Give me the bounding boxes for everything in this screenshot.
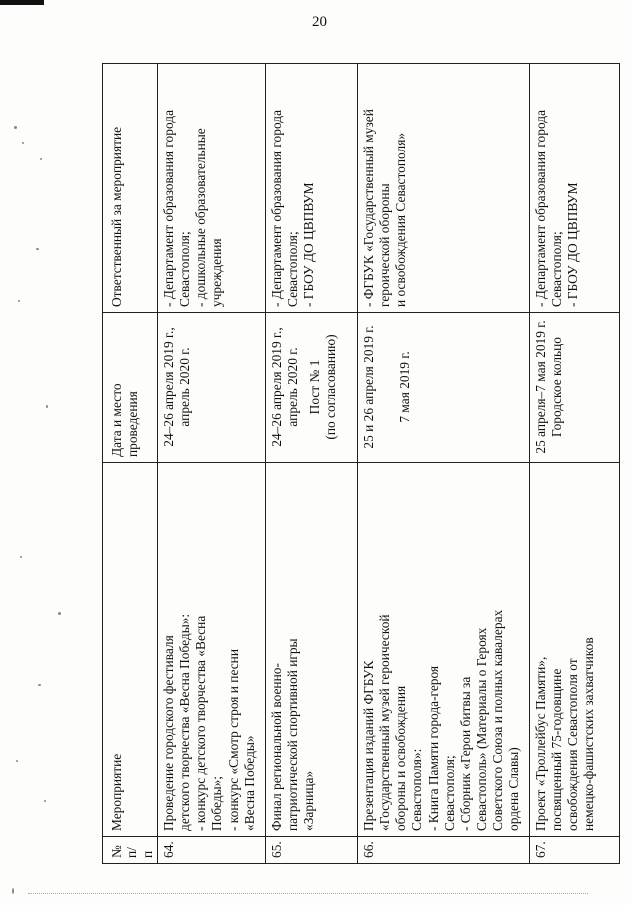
events-table bbox=[102, 63, 620, 864]
event-line: - Книга Памяти города-героя bbox=[425, 665, 441, 831]
responsible-cell bbox=[266, 64, 358, 313]
event-line: патриотической спортивной игры bbox=[285, 638, 301, 831]
date-line: 25 и 26 апреля 2019 г. bbox=[361, 325, 377, 449]
row-number: 65. bbox=[266, 837, 358, 864]
date-cell bbox=[358, 313, 530, 463]
responsible-line: - Департамент образования города bbox=[533, 109, 549, 307]
date-cell bbox=[530, 313, 620, 463]
responsible-line: учреждения bbox=[209, 238, 225, 307]
event-line: - Сборник «Герои битвы за bbox=[457, 676, 473, 831]
event-cell bbox=[530, 463, 620, 837]
date-line: апрель 2020 г. bbox=[285, 347, 301, 427]
header-number bbox=[103, 837, 158, 864]
header-number-line: п/п bbox=[124, 847, 155, 858]
row-number: 66. bbox=[358, 837, 530, 864]
responsible-line: Севастополя; bbox=[285, 231, 301, 307]
responsible-line: - дошкольные образовательные bbox=[193, 128, 209, 307]
event-line: «Государственный музей героической bbox=[377, 614, 393, 831]
event-line: - конкурс детского творчества «Весна bbox=[193, 615, 209, 831]
row-number: 64. bbox=[158, 837, 266, 864]
events-table-rotated bbox=[102, 64, 610, 864]
responsible-cell bbox=[530, 64, 620, 313]
event-line: Финал региональной военно- bbox=[269, 663, 285, 831]
table-row bbox=[266, 64, 358, 864]
event-line: Проект «Троллейбус Памяти», bbox=[533, 656, 549, 831]
event-cell bbox=[358, 463, 530, 837]
event-line: ордена Славы) bbox=[505, 747, 521, 831]
event-cell bbox=[266, 463, 358, 837]
scan-edge-line bbox=[28, 893, 588, 895]
event-line: Севастополя; bbox=[441, 755, 457, 831]
event-line: освобождения Севастополя от bbox=[565, 658, 581, 831]
event-line: немецко-фашистских захватчиков bbox=[581, 637, 597, 831]
date-cell bbox=[158, 313, 266, 463]
date-line: 24–26 апреля 2019 г., bbox=[161, 327, 177, 447]
event-line: Севастополя»: bbox=[409, 748, 425, 831]
event-line: посвященный 75-годовщине bbox=[549, 668, 565, 831]
event-line: - конкурс «Смотр строя и песни bbox=[225, 648, 241, 831]
responsible-line: и освобождения Севастополя» bbox=[393, 132, 409, 307]
table-row bbox=[158, 64, 266, 864]
header-number-line: № bbox=[109, 845, 124, 858]
table-row bbox=[358, 64, 530, 864]
event-line: «Весна Победы» bbox=[241, 735, 257, 831]
responsible-line: героической обороны bbox=[377, 183, 393, 307]
date-line: 7 мая 2019 г. bbox=[397, 351, 413, 423]
table-header-row bbox=[103, 64, 158, 864]
event-line: Проведение городского фестиваля bbox=[161, 635, 177, 831]
date-line: 24–26 апреля 2019 г., bbox=[269, 327, 285, 447]
responsible-line: - ФГБУК «Государственный музей bbox=[361, 109, 377, 307]
responsible-cell bbox=[158, 64, 266, 313]
header-event: Мероприятие bbox=[103, 463, 158, 837]
table-row bbox=[530, 64, 620, 864]
date-line: апрель 2020 г. bbox=[177, 347, 193, 427]
responsible-line: - Департамент образования города bbox=[269, 109, 285, 307]
header-responsible: Ответственный за мероприятие bbox=[103, 64, 158, 313]
event-line: «Зарница» bbox=[301, 770, 317, 831]
date-note-line: (по согласованию) bbox=[323, 334, 339, 440]
responsible-line: Севастополя; bbox=[177, 231, 193, 307]
date-cell bbox=[266, 313, 358, 463]
page-number: 20 bbox=[312, 14, 327, 30]
event-line: Советского Союза и полных кавалерах bbox=[489, 609, 505, 831]
event-line: детского творчества «Весна Победы»: bbox=[177, 613, 193, 831]
event-line: Победы»; bbox=[209, 776, 225, 831]
date-line: Городское кольцо bbox=[549, 337, 565, 437]
responsible-line: - Департамент образования города bbox=[161, 109, 177, 307]
events-table-frame bbox=[102, 64, 610, 864]
responsible-line: - ГБОУ ДО ЦВПВУМ bbox=[565, 182, 581, 307]
scan-corner-mark bbox=[0, 0, 44, 5]
responsible-line: Севастополя; bbox=[549, 231, 565, 307]
event-line: обороны и освобождения bbox=[393, 685, 409, 831]
row-number: 67. bbox=[530, 837, 620, 864]
date-line: 25 апреля–7 мая 2019 г. bbox=[533, 320, 549, 454]
event-cell bbox=[158, 463, 266, 837]
responsible-line: - ГБОУ ДО ЦВПВУМ bbox=[301, 182, 317, 307]
event-line: Севастополь» (Материалы о Героях bbox=[473, 627, 489, 831]
header-date-place: Дата и место проведения bbox=[103, 313, 158, 463]
responsible-cell bbox=[358, 64, 530, 313]
date-note-line: Пост № 1 bbox=[307, 359, 323, 415]
event-line: Презентация изданий ФГБУК bbox=[361, 660, 377, 831]
